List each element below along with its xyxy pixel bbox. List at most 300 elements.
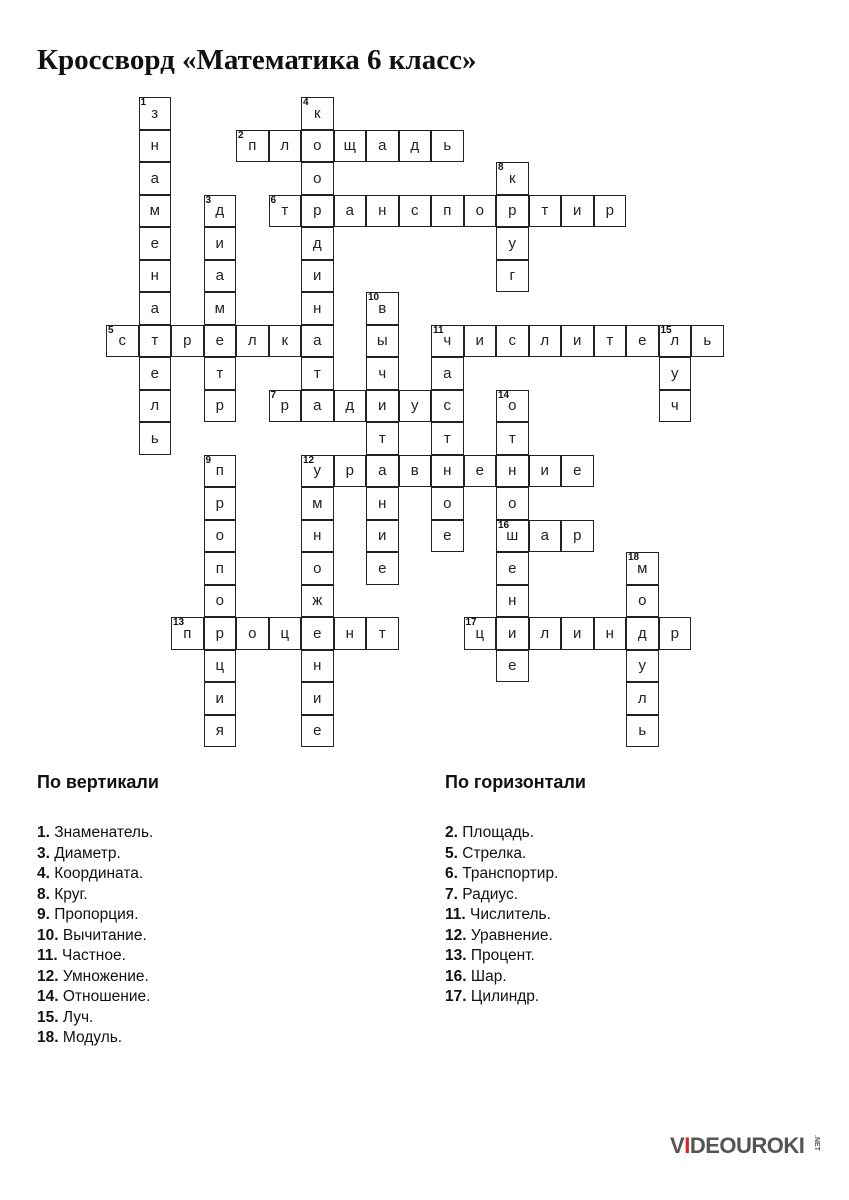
crossword-letter: и <box>378 527 387 545</box>
crossword-cell <box>529 617 562 650</box>
crossword-cell <box>139 227 172 260</box>
clue-number: 8. <box>37 885 50 903</box>
clue-item <box>445 864 586 885</box>
crossword-cell <box>139 390 172 423</box>
crossword-cell <box>659 617 692 650</box>
crossword-cell <box>431 520 464 553</box>
crossword-letter: о <box>443 494 452 512</box>
crossword-letter: л <box>150 397 160 415</box>
crossword-letter: о <box>508 494 517 512</box>
crossword-cell <box>529 325 562 358</box>
clue-item <box>37 1028 159 1049</box>
crossword-cell <box>496 162 529 195</box>
crossword-letter: н <box>313 299 322 317</box>
crossword-cell <box>204 260 237 293</box>
crossword-cell <box>204 227 237 260</box>
crossword-letter: и <box>215 234 224 252</box>
crossword-letter: г <box>509 267 515 285</box>
crossword-cell <box>626 682 659 715</box>
crossword-clue-number: 3 <box>205 194 212 206</box>
crossword-letter: ш <box>506 527 519 545</box>
clue-text: Площадь. <box>457 824 535 841</box>
crossword-cell <box>204 650 237 683</box>
crossword-letter: ь <box>703 332 712 350</box>
crossword-letter: д <box>410 137 420 155</box>
crossword-letter: п <box>215 462 224 480</box>
clue-text: Диаметр. <box>49 844 121 862</box>
clue-text: Радиус. <box>457 885 519 903</box>
crossword-letter: о <box>313 559 322 577</box>
crossword-cell <box>269 390 302 423</box>
crossword-letter: к <box>281 332 289 350</box>
clue-item <box>445 987 586 1008</box>
clue-item <box>445 885 586 906</box>
crossword-cell <box>496 195 529 228</box>
crossword-cell <box>301 585 334 618</box>
crossword-cell <box>301 715 334 748</box>
clue-item <box>445 823 586 844</box>
crossword-letter: н <box>345 624 354 642</box>
clue-number: 11. <box>37 947 58 964</box>
crossword-letter: к <box>313 104 321 122</box>
crossword-letter: а <box>313 397 322 415</box>
crossword-letter: р <box>215 624 224 642</box>
crossword-letter: р <box>508 202 517 220</box>
crossword-letter: у <box>411 397 419 415</box>
crossword-letter: т <box>443 429 451 447</box>
crossword-clue-number: 7 <box>270 389 277 401</box>
clue-item <box>37 844 159 865</box>
crossword-cell <box>366 455 399 488</box>
crossword-letter: о <box>215 592 224 610</box>
crossword-cell <box>301 97 334 130</box>
crossword-clue-number: 13 <box>173 617 185 628</box>
crossword-cell <box>204 520 237 553</box>
crossword-cell <box>366 520 399 553</box>
clue-text: Транспортир. <box>457 865 559 882</box>
crossword-cell <box>496 520 529 553</box>
crossword-cell <box>204 585 237 618</box>
crossword-letter: т <box>541 202 549 220</box>
crossword-cell <box>561 455 594 488</box>
crossword-cell <box>139 357 172 390</box>
clue-number: 11. <box>445 906 466 923</box>
horizontal-clues-section <box>445 772 586 1008</box>
clue-number: 5. <box>445 844 458 862</box>
crossword-letter: т <box>151 332 159 350</box>
crossword-letter: и <box>313 267 322 285</box>
crossword-letter: а <box>378 462 387 480</box>
crossword-cell <box>139 422 172 455</box>
crossword-letter: н <box>313 657 322 675</box>
crossword-letter: ж <box>312 592 323 610</box>
crossword-clue-number: 4 <box>303 97 309 108</box>
crossword-letter: л <box>540 332 550 350</box>
crossword-cell <box>626 650 659 683</box>
clue-item <box>445 946 586 967</box>
clue-number: 6. <box>445 865 458 882</box>
crossword-letter: е <box>638 332 647 350</box>
crossword-letter: о <box>638 592 647 610</box>
crossword-letter: с <box>443 397 451 415</box>
clue-text: Координата. <box>49 865 144 882</box>
crossword-letter: р <box>313 202 322 220</box>
crossword-cell <box>139 130 172 163</box>
crossword-clue-number: 14 <box>498 389 510 401</box>
page-title: Кроссворд «Математика 6 класс» <box>37 44 477 76</box>
crossword-clue-number: 12 <box>303 454 315 466</box>
clue-item <box>37 1008 159 1029</box>
crossword-cell <box>529 195 562 228</box>
crossword-letter: о <box>248 624 257 642</box>
crossword-letter: о <box>313 169 322 187</box>
crossword-letter: н <box>508 592 517 610</box>
clue-number: 1. <box>37 824 50 841</box>
crossword-letter: ы <box>376 332 388 350</box>
clue-number: 7. <box>445 885 458 903</box>
crossword-cell <box>464 195 497 228</box>
crossword-cell <box>561 195 594 228</box>
crossword-cell <box>139 162 172 195</box>
crossword-cell <box>301 260 334 293</box>
crossword-letter: е <box>508 559 517 577</box>
crossword-clue-number: 11 <box>433 324 444 336</box>
crossword-letter: е <box>150 364 159 382</box>
crossword-letter: в <box>410 462 419 480</box>
crossword-letter: и <box>313 689 322 707</box>
crossword-letter: н <box>313 527 322 545</box>
crossword-cell <box>269 130 302 163</box>
crossword-cell <box>301 162 334 195</box>
crossword-letter: т <box>378 624 386 642</box>
clue-number: 12. <box>37 967 59 985</box>
crossword-letter: и <box>378 397 387 415</box>
clue-text: Шар. <box>466 967 507 985</box>
crossword-letter: м <box>312 494 323 512</box>
crossword-clue-number: 10 <box>368 292 380 303</box>
crossword-letter: р <box>215 494 224 512</box>
crossword-cell <box>366 487 399 520</box>
crossword-letter: е <box>443 527 452 545</box>
crossword-letter: р <box>573 527 582 545</box>
crossword-cell <box>366 617 399 650</box>
crossword-letter: и <box>215 689 224 707</box>
crossword-clue-number: 18 <box>628 552 640 563</box>
clue-item <box>445 967 586 988</box>
crossword-letter: и <box>573 624 582 642</box>
crossword-letter: е <box>313 722 322 740</box>
crossword-cell <box>399 130 432 163</box>
crossword-letter: л <box>247 332 257 350</box>
crossword-cell <box>301 682 334 715</box>
crossword-letter: н <box>150 137 159 155</box>
crossword-cell <box>496 552 529 585</box>
clue-text: Процент. <box>466 947 535 964</box>
clue-text: Стрелка. <box>457 844 527 862</box>
clue-number: 12. <box>445 926 467 944</box>
clue-item <box>445 905 586 926</box>
crossword-cell <box>301 390 334 423</box>
crossword-cell <box>334 390 367 423</box>
crossword-letter: а <box>313 332 322 350</box>
clue-text: Числитель. <box>465 906 551 923</box>
crossword-letter: п <box>248 137 257 155</box>
crossword-letter: р <box>183 332 192 350</box>
crossword-cell <box>139 97 172 130</box>
crossword-cell <box>334 195 367 228</box>
crossword-letter: о <box>508 397 517 415</box>
crossword-cell <box>334 130 367 163</box>
crossword-letter: а <box>540 527 549 545</box>
crossword-cell <box>496 650 529 683</box>
crossword-letter: р <box>215 397 224 415</box>
crossword-cell <box>204 455 237 488</box>
crossword-cell <box>691 325 724 358</box>
crossword-letter: е <box>215 332 224 350</box>
crossword-cell <box>496 227 529 260</box>
crossword-letter: л <box>637 689 647 707</box>
crossword-letter: и <box>475 332 484 350</box>
crossword-letter: а <box>150 169 159 187</box>
clue-text: Вычитание. <box>58 926 147 944</box>
horizontal-clues-heading: По горизонтали <box>445 772 586 792</box>
crossword-letter: ц <box>215 657 225 675</box>
crossword-letter: т <box>606 332 614 350</box>
crossword-cell <box>399 195 432 228</box>
crossword-cell <box>236 617 269 650</box>
crossword-letter: п <box>443 202 452 220</box>
crossword-cell <box>171 325 204 358</box>
crossword-clue-number: 5 <box>108 324 114 336</box>
crossword-cell <box>301 130 334 163</box>
crossword-letter: о <box>313 137 322 155</box>
crossword-cell <box>204 552 237 585</box>
clue-number: 2. <box>445 824 458 841</box>
crossword-letter: а <box>345 202 354 220</box>
crossword-cell <box>626 617 659 650</box>
crossword-cell <box>659 357 692 390</box>
crossword-letter: а <box>150 299 159 317</box>
clue-text: Отношение. <box>58 988 151 1005</box>
crossword-letter: м <box>637 559 648 577</box>
videouroki-logo: VIDEOUROKI .NET <box>670 1133 820 1158</box>
vertical-clues-heading: По вертикали <box>37 772 159 792</box>
crossword-letter: т <box>281 202 289 220</box>
clue-number: 4. <box>37 865 50 882</box>
vertical-clues-section <box>37 772 159 1049</box>
clue-text: Цилиндр. <box>466 988 540 1005</box>
crossword-clue-number: 9 <box>205 454 212 466</box>
crossword-letter: ч <box>670 397 679 415</box>
crossword-cell <box>204 357 237 390</box>
crossword-cell <box>269 195 302 228</box>
crossword-cell <box>399 455 432 488</box>
crossword-cell <box>366 292 399 325</box>
crossword-cell <box>139 292 172 325</box>
crossword-cell <box>496 617 529 650</box>
crossword-letter: о <box>475 202 484 220</box>
crossword-letter: к <box>508 169 516 187</box>
crossword-cell <box>366 195 399 228</box>
clue-number: 14. <box>37 988 59 1005</box>
crossword-letter: о <box>215 527 224 545</box>
crossword-cell <box>431 422 464 455</box>
crossword-cell <box>366 325 399 358</box>
crossword-letter: и <box>540 462 549 480</box>
crossword-letter: н <box>443 462 452 480</box>
clue-item <box>37 987 159 1008</box>
crossword-cell <box>431 357 464 390</box>
crossword-cell <box>301 292 334 325</box>
crossword-letter: е <box>508 657 517 675</box>
crossword-letter: ч <box>443 332 452 350</box>
crossword-cell <box>529 455 562 488</box>
crossword-cell <box>301 617 334 650</box>
crossword-cell <box>204 617 237 650</box>
clue-text: Пропорция. <box>49 906 139 923</box>
clue-number: 18. <box>37 1029 59 1046</box>
crossword-letter: я <box>215 722 224 740</box>
crossword-letter: д <box>312 234 322 252</box>
crossword-cell <box>301 487 334 520</box>
crossword-letter: з <box>151 104 159 122</box>
crossword-cell <box>366 390 399 423</box>
clue-text: Луч. <box>58 1008 94 1026</box>
clue-text: Умножение. <box>58 967 149 985</box>
crossword-letter: и <box>573 332 582 350</box>
crossword-letter: т <box>313 364 321 382</box>
crossword-cell <box>431 195 464 228</box>
crossword-letter: е <box>150 234 159 252</box>
horizontal-clues-list <box>445 823 586 1008</box>
crossword-letter: ц <box>280 624 290 642</box>
crossword-clue-number: 8 <box>498 162 504 173</box>
crossword-cell <box>594 325 627 358</box>
clue-text: Круг. <box>49 885 88 903</box>
clue-text: Уравнение. <box>466 926 553 944</box>
crossword-cell <box>366 130 399 163</box>
crossword-cell <box>301 455 334 488</box>
crossword-letter: н <box>508 462 517 480</box>
crossword-cell <box>171 617 204 650</box>
crossword-letter: и <box>508 624 517 642</box>
crossword-cell <box>431 325 464 358</box>
crossword-cell <box>659 325 692 358</box>
crossword-letter: с <box>118 332 126 350</box>
crossword-letter: а <box>378 137 387 155</box>
crossword-letter: у <box>638 657 646 675</box>
crossword-cell <box>561 617 594 650</box>
crossword-cell <box>236 130 269 163</box>
crossword-letter: р <box>280 397 289 415</box>
crossword-letter: н <box>378 202 387 220</box>
clue-text: Модуль. <box>58 1029 123 1046</box>
crossword-letter: е <box>573 462 582 480</box>
crossword-letter: у <box>313 462 321 480</box>
crossword-cell <box>561 325 594 358</box>
clue-item <box>37 905 159 926</box>
crossword-letter: д <box>345 397 355 415</box>
crossword-cell <box>204 325 237 358</box>
crossword-cell <box>204 195 237 228</box>
crossword-letter: е <box>378 559 387 577</box>
crossword-letter: а <box>215 267 224 285</box>
crossword-cell <box>301 650 334 683</box>
clue-item <box>445 926 586 947</box>
crossword-cell <box>301 227 334 260</box>
crossword-letter: н <box>150 267 159 285</box>
crossword-cell <box>431 487 464 520</box>
crossword-cell <box>269 617 302 650</box>
crossword-letter: щ <box>343 137 356 155</box>
crossword-letter: в <box>378 299 387 317</box>
crossword-cell <box>204 292 237 325</box>
clue-item <box>37 946 159 967</box>
crossword-letter: н <box>605 624 614 642</box>
crossword-cell <box>496 455 529 488</box>
crossword-cell <box>626 715 659 748</box>
clue-number: 15. <box>37 1008 59 1026</box>
crossword-letter: н <box>378 494 387 512</box>
crossword-letter: л <box>670 332 680 350</box>
crossword-letter: у <box>508 234 516 252</box>
crossword-letter: ь <box>638 722 647 740</box>
crossword-clue-number: 1 <box>140 97 147 108</box>
crossword-letter: д <box>637 624 647 642</box>
crossword-letter: д <box>215 202 225 220</box>
crossword-letter: т <box>378 429 386 447</box>
crossword-letter: л <box>280 137 290 155</box>
crossword-cell <box>496 260 529 293</box>
crossword-clue-number: 17 <box>465 617 477 628</box>
crossword-cell <box>496 422 529 455</box>
crossword-cell <box>301 357 334 390</box>
crossword-clue-number: 6 <box>270 194 277 206</box>
clue-item <box>37 926 159 947</box>
crossword-cell <box>561 520 594 553</box>
crossword-cell <box>366 357 399 390</box>
crossword-cell <box>301 552 334 585</box>
crossword-letter: м <box>214 299 225 317</box>
crossword-letter: ь <box>150 429 159 447</box>
crossword-cell <box>139 260 172 293</box>
clue-item <box>445 844 586 865</box>
crossword-cell <box>204 682 237 715</box>
clue-number: 10. <box>37 926 59 944</box>
crossword-letter: у <box>671 364 679 382</box>
crossword-cell <box>204 390 237 423</box>
crossword-letter: с <box>411 202 419 220</box>
crossword-cell <box>626 585 659 618</box>
crossword-cell <box>334 455 367 488</box>
crossword-clue-number: 2 <box>238 129 244 141</box>
crossword-cell <box>626 552 659 585</box>
vertical-clues-list <box>37 823 159 1049</box>
crossword-cell <box>301 325 334 358</box>
clue-item <box>37 823 159 844</box>
crossword-cell <box>496 585 529 618</box>
crossword-letter: а <box>443 364 452 382</box>
clue-number: 16. <box>445 967 467 985</box>
crossword-letter: р <box>670 624 679 642</box>
crossword-cell <box>399 390 432 423</box>
clue-text: Знаменатель. <box>49 824 154 841</box>
crossword-letter: с <box>508 332 516 350</box>
crossword-cell <box>496 325 529 358</box>
crossword-cell <box>204 487 237 520</box>
crossword-cell <box>464 325 497 358</box>
crossword-cell <box>431 390 464 423</box>
